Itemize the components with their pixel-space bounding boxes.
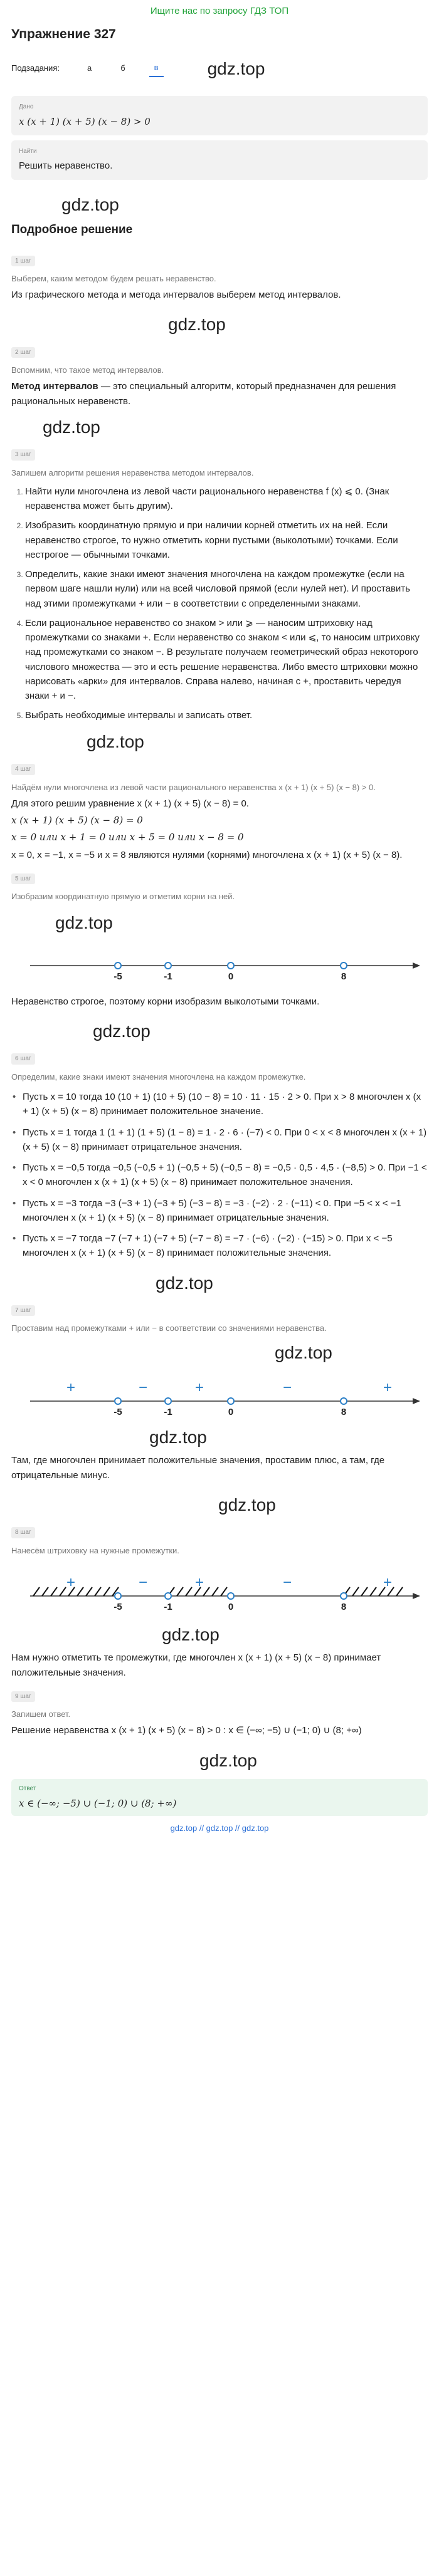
step-line: Для этого решим уравнение x (x + 1) (x + 5) (x − 8) = 0. [11,798,249,809]
answer-card [11,1779,428,1816]
watermark: gdz.top [207,58,265,78]
arrow-icon [413,1593,420,1599]
root-point [165,1593,171,1599]
answer-caption: Ответ [19,1785,36,1793]
root-point [341,962,347,969]
arrow-icon [413,962,420,969]
number-line-svg [11,1561,428,1617]
interval-sign: − [138,1573,148,1591]
watermark: gdz.top [156,1273,213,1293]
interval-sign: + [383,1379,393,1396]
step-caption: 4 шаг [11,764,35,775]
step-line: x (x + 1) (x + 5) (x − 8) = 0 [11,815,143,826]
hatch-stroke [203,1587,209,1596]
step-after: Нам нужно отметить те промежутки, где многочлен x (x + 1) (x + 5) (x − 8) принимает положительные значения. [11,1652,381,1678]
step-5 [11,865,428,1009]
hatch-stroke [95,1587,101,1596]
given-expression: x (x + 1) (x + 5) (x − 8) > 0 [19,115,151,127]
hatch-stroke [370,1587,376,1596]
hatch-stroke [361,1587,368,1596]
sign-test-item: • Пусть x = 10 тогда 10 (10 + 1) (10 + 5) (10 − 8) = 10 · 11 · 15 · 2 > 0. При x > 8 многочлен x (x + 1) (x + 5) (x − 8) принимает положительное значение. [11,1090,428,1119]
root-label: -5 [114,971,122,982]
step-caption: 8 шаг [11,1527,35,1538]
watermark: gdz.top [87,731,144,751]
sign-test-item: • Пусть x = 1 тогда 1 (1 + 1) (1 + 5) (1 − 8) = 1 · 2 · 6 · (−7) < 0. При 0 < x < 8 многочлен x (x + 1) (x + 5) (x − 8) принимает отрицательное значения. [11,1125,428,1155]
hatch-stroke [352,1587,359,1596]
root-point [228,962,234,969]
sign-test-item: • Пусть x = −3 тогда −3 (−3 + 1) (−3 + 5) (−3 − 8) = −3 · (−2) · 2 · (−11) < 0. При −5 < x < −1 многочлен x (x + 1) (x + 5) (x − 8) принимает отрицательные значения. [11,1196,428,1226]
root-point [228,1398,234,1404]
step-caption: 9 шаг [11,1691,35,1703]
step-note: Нанесём штриховку на нужные промежутки. [11,1545,179,1555]
interval-sign: + [66,1379,76,1396]
root-label: -1 [164,971,172,982]
step-caption: 1 шаг [11,256,35,267]
number-line-1 [11,941,428,991]
step-note: Изобразим координатную прямую и отметим корни на ней. [11,892,235,902]
watermark: gdz.top [162,1624,220,1644]
subtasks-bar [11,55,428,82]
step-caption: 6 шаг [11,1053,35,1065]
root-point [165,962,171,969]
root-point [341,1398,347,1404]
algorithm-item: 4. Если рациональное неравенство со знаком > или ⩾ — наносим штриховку над промежутками со знаками +. Если неравенство со знаком < или ⩽, то наносим штриховку над промежутками со знаком −. В результате получаем геометрический образ некоторого числового множества — это и есть решение неравенства. Либо вместо штриховки можно нарисовать «арки» для интервалов. Справа налево, начиная с +, проставить чередуя знаки + и −. [25,616,428,704]
interval-sign: − [138,1379,148,1396]
algorithm-item: 2. Изобразить координатную прямую и при наличии корней отметить их на ней. Если неравенство строгое, то нужно отметить корни пустыми (выколотыми) точками. Если нестрогое — обычными точками. [25,518,428,562]
interval-sign: + [194,1379,204,1396]
interval-sign: + [383,1573,393,1591]
root-label: -5 [114,1406,122,1417]
root-label: 8 [341,1601,347,1612]
step-caption: 5 шаг [11,873,35,885]
find-caption: Найти [19,147,37,155]
subtask-a[interactable]: а [87,63,92,73]
root-point [115,962,121,969]
step-caption: 2 шаг [11,347,35,358]
step-note: Вспомним, что такое метод интервалов. [11,365,164,375]
root-point [341,1593,347,1599]
hatch-stroke [42,1587,48,1596]
given-caption: Дано [19,103,34,111]
step-3 [11,441,428,722]
watermark: gdz.top [275,1342,332,1362]
step-caption: 3 шаг [11,449,35,461]
algorithm-item: 3. Определить, какие знаки имеют значения многочлена на каждом промежутке (если на первом шаге нашли нули) или на всей числовой прямой (если нулей нет). И проставить над этими промежутками + или − в соответствии с определенными знаками. [25,567,428,611]
step-caption: 7 шаг [11,1305,35,1317]
hatch-stroke [60,1587,66,1596]
sign-test-item: • Пусть x = −0,5 тогда −0,5 (−0,5 + 1) (−0,5 + 5) (−0,5 − 8) = −0,5 · 0,5 · 4,5 · (−8,5) > 0. При −1 < x < 0 многочлен x (x + 1) (x + 5) (x − 8) принимает положительное значения. [11,1160,428,1190]
hatch-stroke [186,1587,192,1596]
subtask-c[interactable]: в [149,60,164,76]
root-point [115,1593,121,1599]
find-card [11,140,428,180]
number-line-svg [11,1370,428,1420]
footer-links[interactable]: gdz.top // gdz.top // gdz.top [170,1823,269,1833]
number-line-3 [11,1561,428,1617]
number-line-svg [11,941,428,991]
root-label: -5 [114,1601,122,1612]
watermark: gdz.top [93,1021,151,1041]
step-line: x = 0 или x + 1 = 0 или x + 5 = 0 или x − 8 = 0 [11,832,244,843]
root-label: -1 [164,1601,172,1612]
hatch-stroke [221,1587,227,1596]
step-note: Определим, какие знаки имеют значения многочлена на каждом промежутке. [11,1072,306,1082]
root-point [228,1593,234,1599]
root-point [165,1398,171,1404]
step-8 [11,1518,428,1680]
step-line: x = 0, x = −1, x = −5 и x = 8 являются нулями (корнями) многочлена x (x + 1) (x + 5) (x − 8). [11,849,403,860]
top-banner[interactable]: Ищите нас по запросу ГДЗ ТОП [150,6,289,16]
solution-title: Подробное решение [11,223,133,237]
step-text [11,379,428,409]
step-note: Запишем ответ. [11,1709,71,1719]
step-6 [11,1045,428,1260]
step-text: Из графического метода и метода интервалов выберем метод интервалов. [11,289,341,301]
hatch-stroke [103,1587,110,1596]
step-7 [11,1296,428,1483]
step-4 [11,755,428,862]
step-text: Решение неравенства x (x + 1) (x + 5) (x − 8) > 0 : x ∈ (−∞; −5) ∪ (−1; 0) ∪ (8; +∞) [11,1725,362,1736]
interval-sign: + [194,1573,204,1591]
algorithm-item: 5. Выбрать необходимые интервалы и записать ответ. [25,708,428,722]
page-title: Упражнение 327 [11,27,116,42]
step-after: Там, где многочлен принимает положительные значения, проставим плюс, а там, где отрицательные минус. [11,1455,385,1481]
hatch-stroke [77,1587,83,1596]
watermark: gdz.top [168,315,226,335]
hatch-stroke [33,1587,40,1596]
subtasks-label: Подзадания: [11,63,60,73]
step-9 [11,1682,428,1738]
arrow-icon [413,1398,420,1404]
root-label: -1 [164,1406,172,1417]
hatch-stroke [396,1587,403,1596]
algorithm-item: 1. Найти нули многочлена из левой части рационального неравенства f (x) ⩽ 0. (Знак неравенства может быть другим). [25,484,428,514]
algorithm-list [11,484,428,723]
interval-sign: − [282,1379,292,1396]
watermark: gdz.top [43,417,100,437]
hatch-stroke [51,1587,57,1596]
watermark: gdz.top [55,913,113,933]
root-label: 0 [228,1601,234,1612]
root-label: 8 [341,971,347,982]
hatch-stroke [177,1587,183,1596]
given-card [11,96,428,135]
root-point [115,1398,121,1404]
watermark: gdz.top [199,1750,257,1770]
step-after: Неравенство строгое, поэтому корни изобразим выколотыми точками. [11,996,320,1007]
sign-test-item: • Пусть x = −7 тогда −7 (−7 + 1) (−7 + 5) (−7 − 8) = −7 · (−6) · (−2) · (−15) > 0. При x < −5 многочлен x (x + 1) (x + 5) (x − 8) принимает положительные значения. [11,1231,428,1261]
term-definition: — это специальный алгоритм, который предназначен для решения рациональных неравенств. [11,381,396,407]
subtask-b[interactable]: б [120,63,125,73]
step-1 [11,247,428,303]
term-bold: Метод интервалов [11,381,98,392]
watermark: gdz.top [218,1494,276,1515]
watermark: gdz.top [61,194,119,214]
step-note: Запишем алгоритм решения неравенства методом интервалов. [11,467,254,477]
step-note: Выберем, каким методом будем решать неравенство. [11,274,216,284]
root-label: 0 [228,971,234,982]
hatch-stroke [86,1587,92,1596]
step-note: Найдём нули многочлена из левой части рационального неравенства x (x + 1) (x + 5) (x − 8) > 0. [11,782,376,792]
find-text: Решить неравенство. [19,160,113,172]
watermark: gdz.top [149,1427,207,1447]
step-2 [11,338,428,409]
answer-expression: x ∈ (−∞; −5) ∪ (−1; 0) ∪ (8; +∞) [19,1797,177,1809]
root-label: 8 [341,1406,347,1417]
interval-sign: + [66,1573,76,1591]
number-line-2 [11,1370,428,1420]
step-note: Проставим над промежутками + или − в соответствии со значениями неравенства. [11,1323,327,1333]
hatch-stroke [212,1587,218,1596]
interval-sign: − [282,1573,292,1591]
root-label: 0 [228,1406,234,1417]
